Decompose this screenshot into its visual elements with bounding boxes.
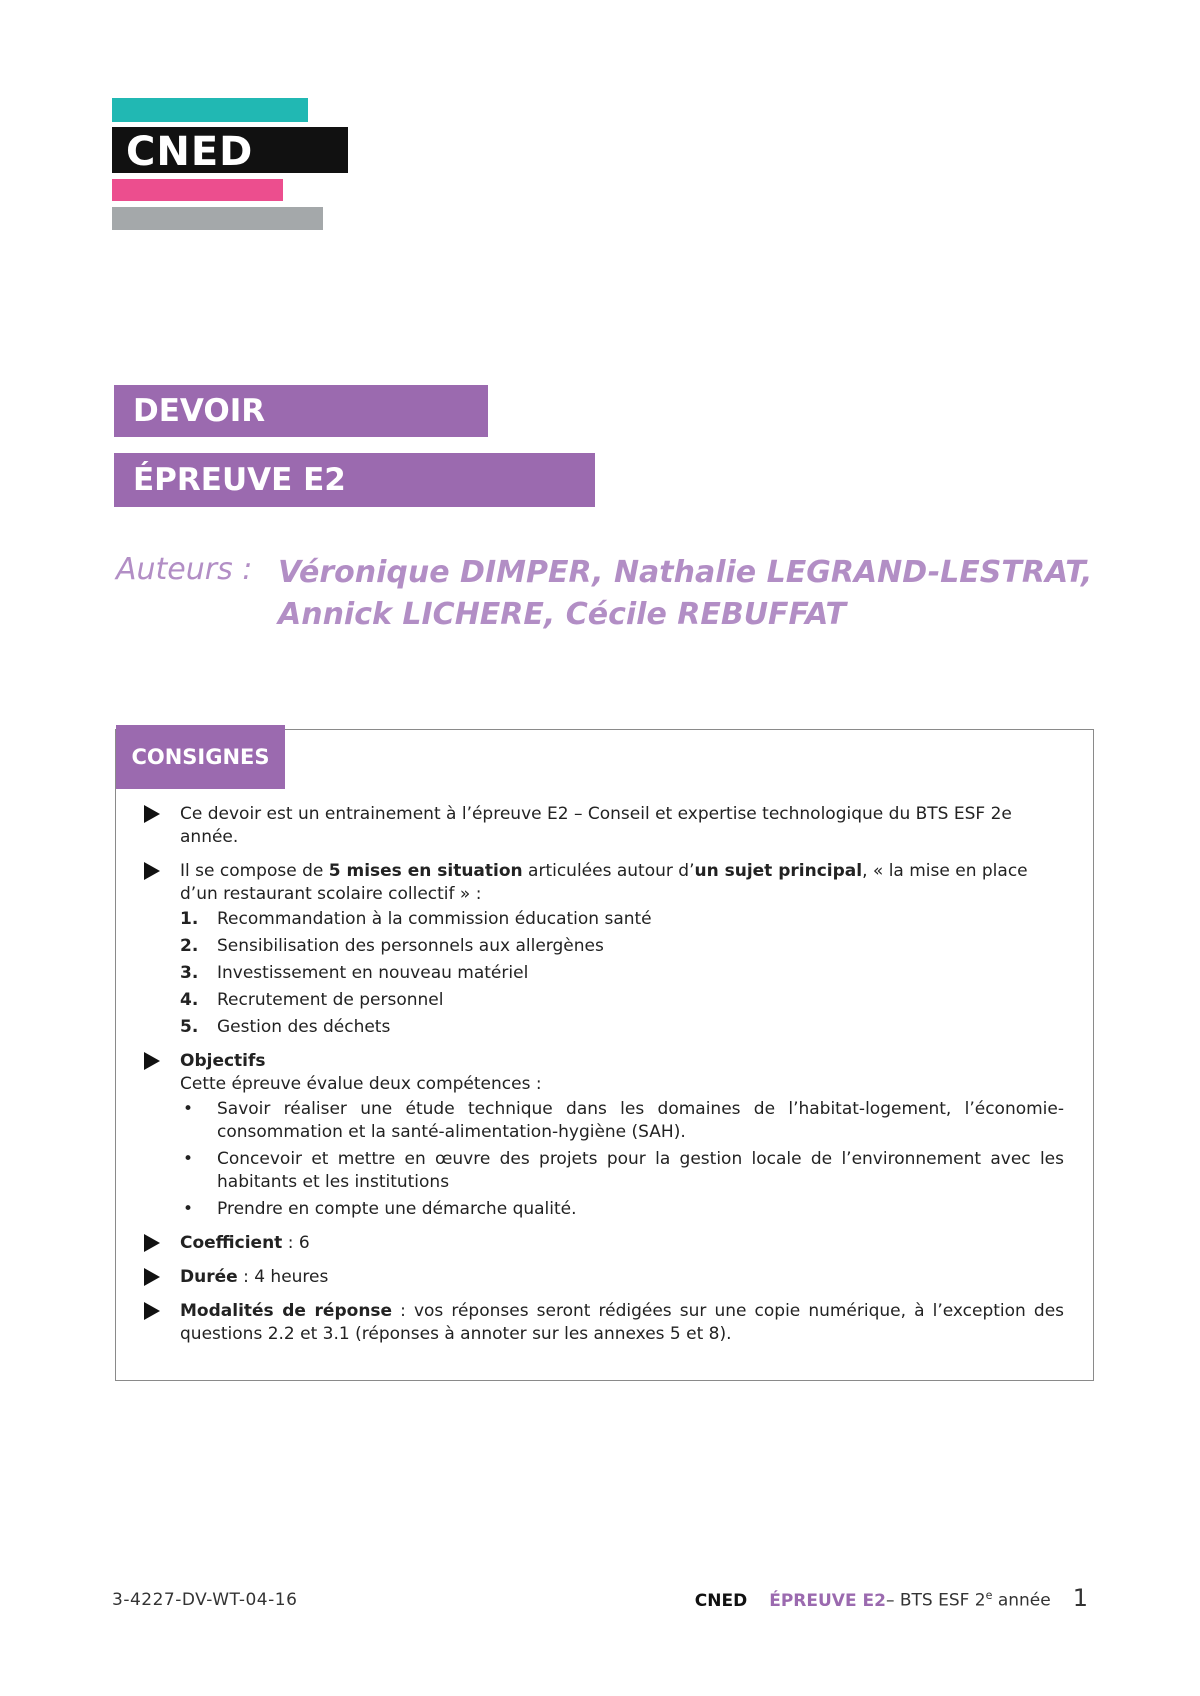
competence-text: Concevoir et mettre en œuvre des projets pour la gestion locale de l’environnement avec les habitants et les institutions [217, 1149, 1064, 1192]
intro-text-content: Ce devoir est un entrainement à l’épreuve E2 – Conseil et expertise technologique du BTS ESF 2e année. [180, 804, 1012, 847]
logo-teal-bar [112, 98, 308, 122]
situation-number: 4. [180, 990, 199, 1010]
footer-course [886, 1589, 1051, 1611]
competence-item [180, 1148, 1064, 1194]
situation-label: Sensibilisation des personnels aux allergènes [217, 936, 604, 956]
compose-pre: Il se compose de [180, 861, 329, 881]
duree-value: : 4 heures [237, 1267, 329, 1287]
list-item-objectifs [144, 1050, 1064, 1221]
compose-bold-sujet: un sujet principal [694, 861, 863, 881]
dot-bullet-icon: • [183, 1149, 194, 1169]
authors-line-1: Véronique DIMPER, Nathalie LEGRAND-LESTRAT, [278, 555, 1093, 590]
consignes-title-text: CONSIGNES [131, 745, 270, 769]
competence-item [180, 1098, 1064, 1144]
intro-text [180, 804, 1012, 847]
situation-number: 1. [180, 909, 199, 929]
situation-number: 5. [180, 1017, 199, 1037]
situations-list [180, 908, 1064, 1039]
dot-bullet-icon: • [183, 1199, 194, 1219]
list-item-coefficient [144, 1232, 1064, 1255]
authors-names [278, 552, 1093, 636]
list-item-compose [144, 860, 1064, 1039]
objectifs-intro: Cette épreuve évalue deux compétences : [180, 1074, 542, 1094]
authors-line-2: Annick LICHERE, Cécile REBUFFAT [278, 597, 846, 632]
competence-item [180, 1198, 1064, 1221]
situation-number: 2. [180, 936, 199, 956]
logo-grey-bar [112, 207, 323, 230]
title-epreuve: ÉPREUVE E2 [133, 462, 346, 498]
competences-list [180, 1098, 1064, 1221]
modalites-label: Modalités de réponse [180, 1301, 393, 1321]
footer-brand: CNED [694, 1591, 748, 1611]
situation-label: Investissement en nouveau matériel [217, 963, 529, 983]
coefficient-value: : 6 [282, 1233, 310, 1253]
situation-label: Recrutement de personnel [217, 990, 444, 1010]
logo-black-bar [112, 127, 348, 173]
arrow-bullet-icon [144, 1302, 160, 1320]
competence-text: Savoir réaliser une étude technique dans les domaines de l’habitat-logement, l’économie-consommation et la santé-alimentation-hygiène (SAH). [217, 1099, 1064, 1142]
situation-item [180, 989, 1064, 1012]
arrow-bullet-icon [144, 862, 160, 880]
arrow-bullet-icon [144, 805, 160, 823]
arrow-bullet-icon [144, 1268, 160, 1286]
list-item-modalites [144, 1300, 1064, 1346]
compose-post: , « la mise en place d’un restaurant scolaire collectif » : [180, 861, 1028, 904]
consignes-content [144, 803, 1064, 1357]
situation-label: Gestion des déchets [217, 1017, 391, 1037]
situation-label: Recommandation à la commission éducation santé [217, 909, 652, 929]
footer-course-sup: e [985, 1589, 993, 1603]
document-type-title [114, 385, 488, 437]
cned-logo [112, 98, 352, 232]
competence-text: Prendre en compte une démarche qualité. [217, 1199, 577, 1219]
compose-text [180, 860, 1064, 906]
page-number: 1 [1072, 1584, 1088, 1612]
dot-bullet-icon: • [183, 1099, 194, 1119]
footer-epreuve: ÉPREUVE E2 [769, 1591, 886, 1611]
situation-item [180, 962, 1064, 985]
consignes-title [116, 725, 285, 789]
situation-item [180, 935, 1064, 958]
list-item-intro [144, 803, 1064, 849]
duree-label: Durée [180, 1267, 238, 1287]
modalites-value: : vos réponses seront rédigées sur une copie numérique, à l’exception des questions 2.2 et 3.1 (réponses à annoter sur les annexes 5 et 8). [180, 1301, 1065, 1344]
arrow-bullet-icon [144, 1234, 160, 1252]
situation-item [180, 1016, 1064, 1039]
footer-info [695, 1584, 1088, 1612]
situation-item [180, 908, 1064, 931]
arrow-bullet-icon [144, 1052, 160, 1070]
footer-course-post: année [992, 1591, 1051, 1611]
compose-bold-situations: 5 mises en situation [328, 861, 523, 881]
title-devoir: DEVOIR [133, 393, 266, 429]
authors-label: Auteurs : [116, 552, 253, 587]
logo-text: CNED [126, 129, 254, 175]
compose-mid: articulées autour d’ [522, 861, 695, 881]
footer-course-pre: – BTS ESF 2 [885, 1591, 986, 1611]
logo-pink-bar [112, 179, 283, 201]
situation-number: 3. [180, 963, 199, 983]
coefficient-label: Coefficient [180, 1233, 283, 1253]
document-code: 3-4227-DV-WT-04-16 [112, 1590, 298, 1610]
list-item-duree [144, 1266, 1064, 1289]
objectifs-title: Objectifs [180, 1051, 266, 1071]
epreuve-title [114, 453, 595, 507]
